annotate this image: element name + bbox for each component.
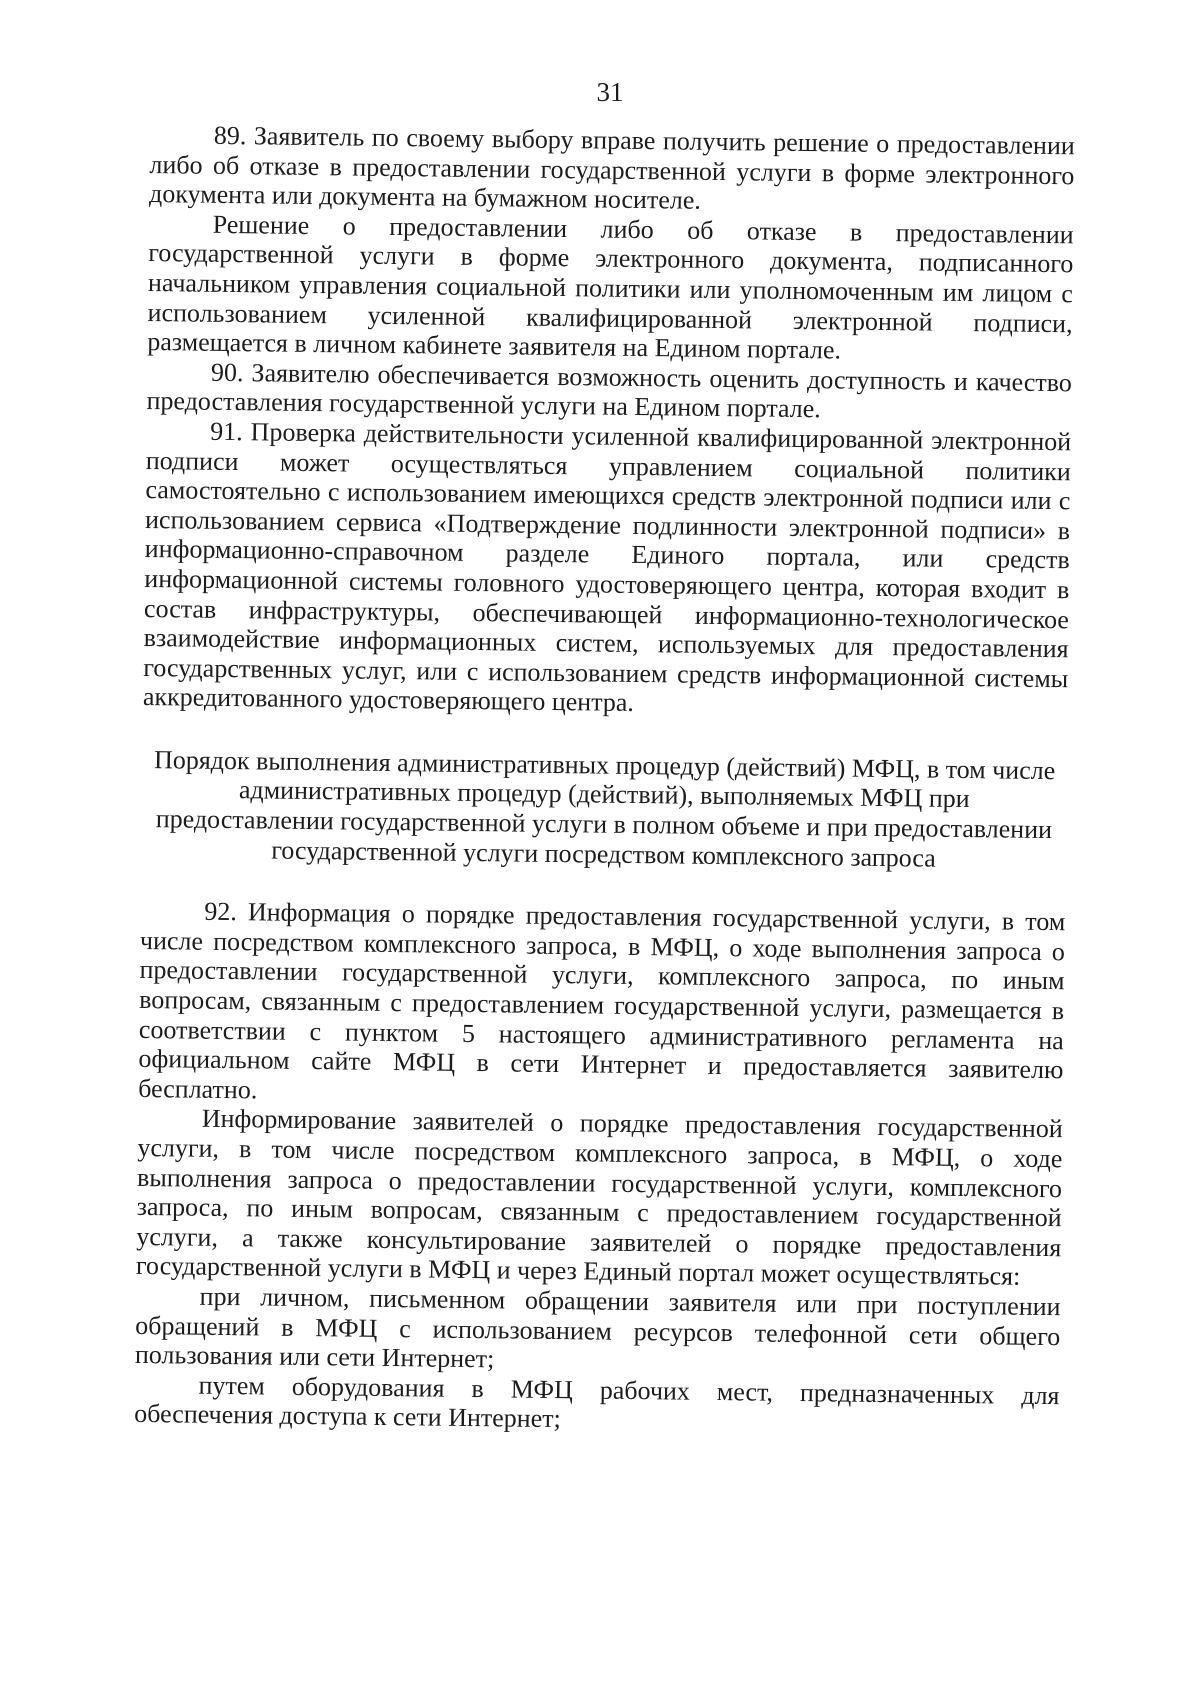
paragraph-91: 91. Проверка действительности усиленной квалифицированной электронной подписи может осуществляться управлением социальной политики самостоятельно с использованием имеющихся средств электронной подписи или с использованием сервиса «Подтверждение подлинности электронной подписи» в информационно-справочном разделе Единого портала, или средств информационной системы головного удостоверяющего центра, которая входит в состав инфраструктуры, обеспечивающей информационно-технологическое взаимодействие информационных систем, используемых для предоставления государственных услуг, или с использованием средств информационной системы аккредитованного удостоверяющего центра. (142, 416, 1072, 718)
section-heading: Порядок выполнения административных процедур (действий) МФЦ, в том числе административных процедур (действий), выполняемых МФЦ при предоставлении государственной услуги в полном объеме и при предоставлении государственной услуги посредством комплексного запроса (153, 744, 1056, 873)
paragraph-92-personal-appeal: при личном, письменном обращении заявителя или при поступлении обращений в МФЦ с использованием ресурсов телефонной сети общего пользования или сети Интернет; (134, 1281, 1061, 1374)
paragraph-92: 92. Информация о порядке предоставления государственной услуги, в том числе посредством комплексного запроса, в МФЦ, о ходе выполнения запроса о предоставлении государственной услуги, комплексного запроса, по иным вопросам, связанным с предоставлением государственной услуги, размещается в соответствии с пунктом 5 настоящего административного регламента на официальном сайте МФЦ в сети Интернет и предоставляется заявителю бесплатно. (137, 896, 1066, 1105)
document-body (134, 120, 1075, 1440)
page-number: 31 (596, 77, 624, 107)
paragraph-92-workplaces: путем оборудования в МФЦ рабочих мест, предназначенных для обеспечения доступа к сети Интернет; (134, 1370, 1060, 1434)
paragraph-89-decision: Решение о предоставлении либо об отказе в предоставлении государственной услуги в форме электронного документа, подписанного начальником управления социальной политики или уполномоченным им лицом с использованием усиленной квалифицированной электронной подписи, размещается в личном кабинете заявителя на Едином портале. (147, 209, 1074, 365)
paragraph-89: 89. Заявитель по своему выбору вправе получить решение о предоставлении либо об отказе в предоставлении государственной услуги в форме электронного документа или документа на бумажном носителе. (148, 120, 1075, 215)
paragraph-90: 90. Заявителю обеспечивается возможность оценить доступность и качество предоставления государственной услуги на Едином портале. (146, 357, 1073, 424)
paragraph-92-informing: Информирование заявителей о порядке предоставления государственной услуги, в том числе посредством комплексного запроса, в МФЦ, о ходе выполнения запроса о предоставлении государственной услуги, комплексного запроса, по иным вопросам, связанным с предоставлением государственной услуги, а также консультирование заявителей о порядке предоставления государственной услуги в МФЦ и через Единый портал может осуществляться: (135, 1104, 1063, 1292)
